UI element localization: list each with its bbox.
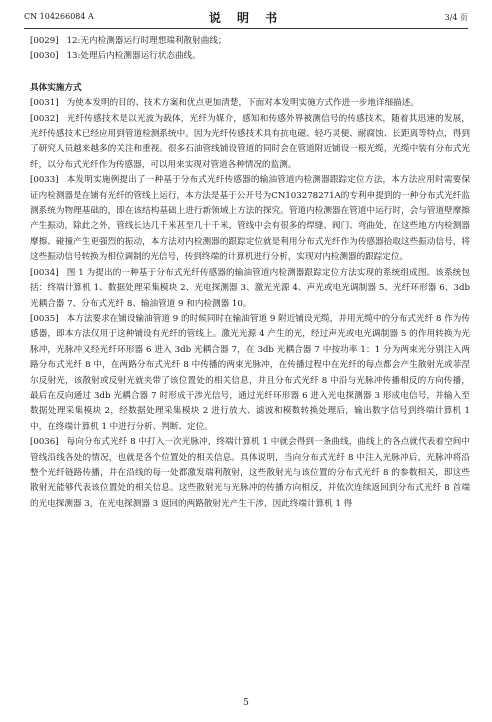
- paragraph-text: 本发明实施例提出了一种基于分布式光纤传感器的输油管道内检测器跟踪定位方法，本方法应用时需要保证内检测器是在铺有光纤的管线上运行，本方法是基于公开号为CN103278271A的专利申提到的一种分布式光纤监测系统为物理基础的，即在该结构基础上进行新领域上方法的探究。管道内检测器在管道中运行时，会与管道壁摩擦产生振动，除此之外，管线长达几千米甚至几十千米，管线中会有很多的焊缝、阀门、弯曲处，在这些地方内检测器摩擦、碰撞产生更强烈的振动，本方法对内检测器的跟踪定位就是利用分布式光纤作为传感器拾取这些振动信号，将这些振动信号转换为相位调制的光信号，传到终端的计算机进行分析，实现对内检测器的跟踪定位。: [30, 175, 470, 263]
- header-rule: [24, 28, 468, 29]
- paragraph-0031: [30, 96, 470, 111]
- section-heading: 具体实施方式: [30, 82, 82, 93]
- paragraph-number: [0031]: [30, 98, 59, 109]
- paragraph-number: [0036]: [30, 437, 59, 448]
- paragraph-0035: [30, 312, 470, 435]
- paragraph-0029: [30, 34, 470, 49]
- paragraph-0032: [30, 112, 470, 174]
- section-gap: [30, 65, 470, 81]
- paragraph-0036: [30, 435, 470, 512]
- paragraph-number: [0029]: [30, 36, 59, 46]
- paragraph-0033: [30, 173, 470, 265]
- paragraph-0034: [30, 266, 470, 312]
- paragraph-text: 每向分布式光纤 8 中打入一次光脉冲，终端计算机 1 中就会得到一条曲线，曲线上的各点就代表着空间中管线沿线各处的情况，也就是各个位置处的相关信息。具体说明，当向分布式光纤 8 中注入光脉冲后，光脉冲将沿整个光纤链路传播，并在沿线的每一处都激发瑞利散射，这些散射光与该位置的分布式光纤 8 的参数相关，即这些散射光能够代表该位置处的相关信息。这些散射光与光脉冲的传播方向相反，并依次连续返回到分布式光纤 8 首端的光电探测器 3，在光电探测器 3 返回的两路散射光产生干涉，因此终端计算机 1 得: [30, 437, 470, 509]
- paragraph-number: [0035]: [30, 313, 59, 324]
- paragraph-0030: [30, 49, 470, 64]
- paragraph-number: [0032]: [30, 113, 59, 124]
- paragraph-text: 光纤传感技术是以光波为载体，光纤为媒介，感知和传感外界被测信号的传感技术，随着其迅速的发展，光纤传感技术已经应用到管道检测系统中。因为光纤传感技术具有抗电磁、轻巧灵便、耐腐蚀、长距离等特点，得到了研究人员越来越多的关注和重视。很多石油管线铺设管道的同时会在管道附近铺设一根光缆，光缆中装有分布式光纤，以分布式光纤作为传感器，可以用来实现对管道各种情况的监测。: [30, 113, 470, 170]
- doc-number: CN 104266084 A: [24, 12, 94, 21]
- paragraph-text: 本方法要求在铺设输油管道 9 的时候同时在输油管道 9 附近铺设光缆，并用光缆中的分布式光纤 8 作为传感器，即本方法仅用于这种铺设有光纤的管线上。激光光源 4 产生的光，经过声光或电光调制器 5 的作用转换为光脉冲，光脉冲又经光纤环形器 6 进入 3db 光耦合器 7，在 3db 光耦合器 7 中按功率 1：1 分为两束光分别注入两路分布式光纤 8 中，在两路分布式光纤 8 中传播的两束光脉冲，在传播过程中在光纤的每点都会产生散射光或菲涅尔反射光，该散射或反射光就夹带了该位置处的相关信息，并且分布式光纤 8 中沿与光脉冲传播相反的方向传播，最后在反向通过 3db 光耦合器 7 时形成干涉光信号，通过光纤环形器 6 进入光电探测器 3 形成电信号，并输入至数据处理采集模块 2，经数据处理采集模块 2 进行放大、滤波和模数转换处理后，输出数字信号到终端计算机 1 中，在终端计算机 1 中进行分析、判断、定位。: [30, 313, 470, 432]
- page-indicator: 3/4 页: [444, 13, 468, 22]
- page-number: 5: [243, 698, 249, 708]
- paragraph-text: 13:处理后内检测器运行状态曲线。: [66, 51, 201, 62]
- paragraph-text: 12:无内检测器运行时理想瑞利散射曲线；: [66, 36, 227, 46]
- page-title: 说 明 书: [208, 11, 284, 25]
- page-header: [24, 10, 468, 26]
- paragraph-text: 为使本发明的目的、技术方案和优点更加清楚，下面对本发明实施方式作进一步地详细描述。: [66, 98, 419, 109]
- paragraph-number: [0030]: [30, 51, 59, 62]
- paragraph-text: 图 1 为提出的一种基于分布式光纤传感器的输油管道内检测器跟踪定位方法实现的系统组成图。该系统包括：终端计算机 1、数据处理采集模块 2、光电探测器 3、激光光源 4、声光或电光调制器 5、光纤环形器 6、3db 光耦合器 7、分布式光纤 8、输油管道 9 和内检测器 10。: [30, 267, 470, 309]
- paragraph-number: [0033]: [30, 175, 59, 186]
- paragraph-number: [0034]: [30, 267, 59, 278]
- document-body: [30, 34, 470, 512]
